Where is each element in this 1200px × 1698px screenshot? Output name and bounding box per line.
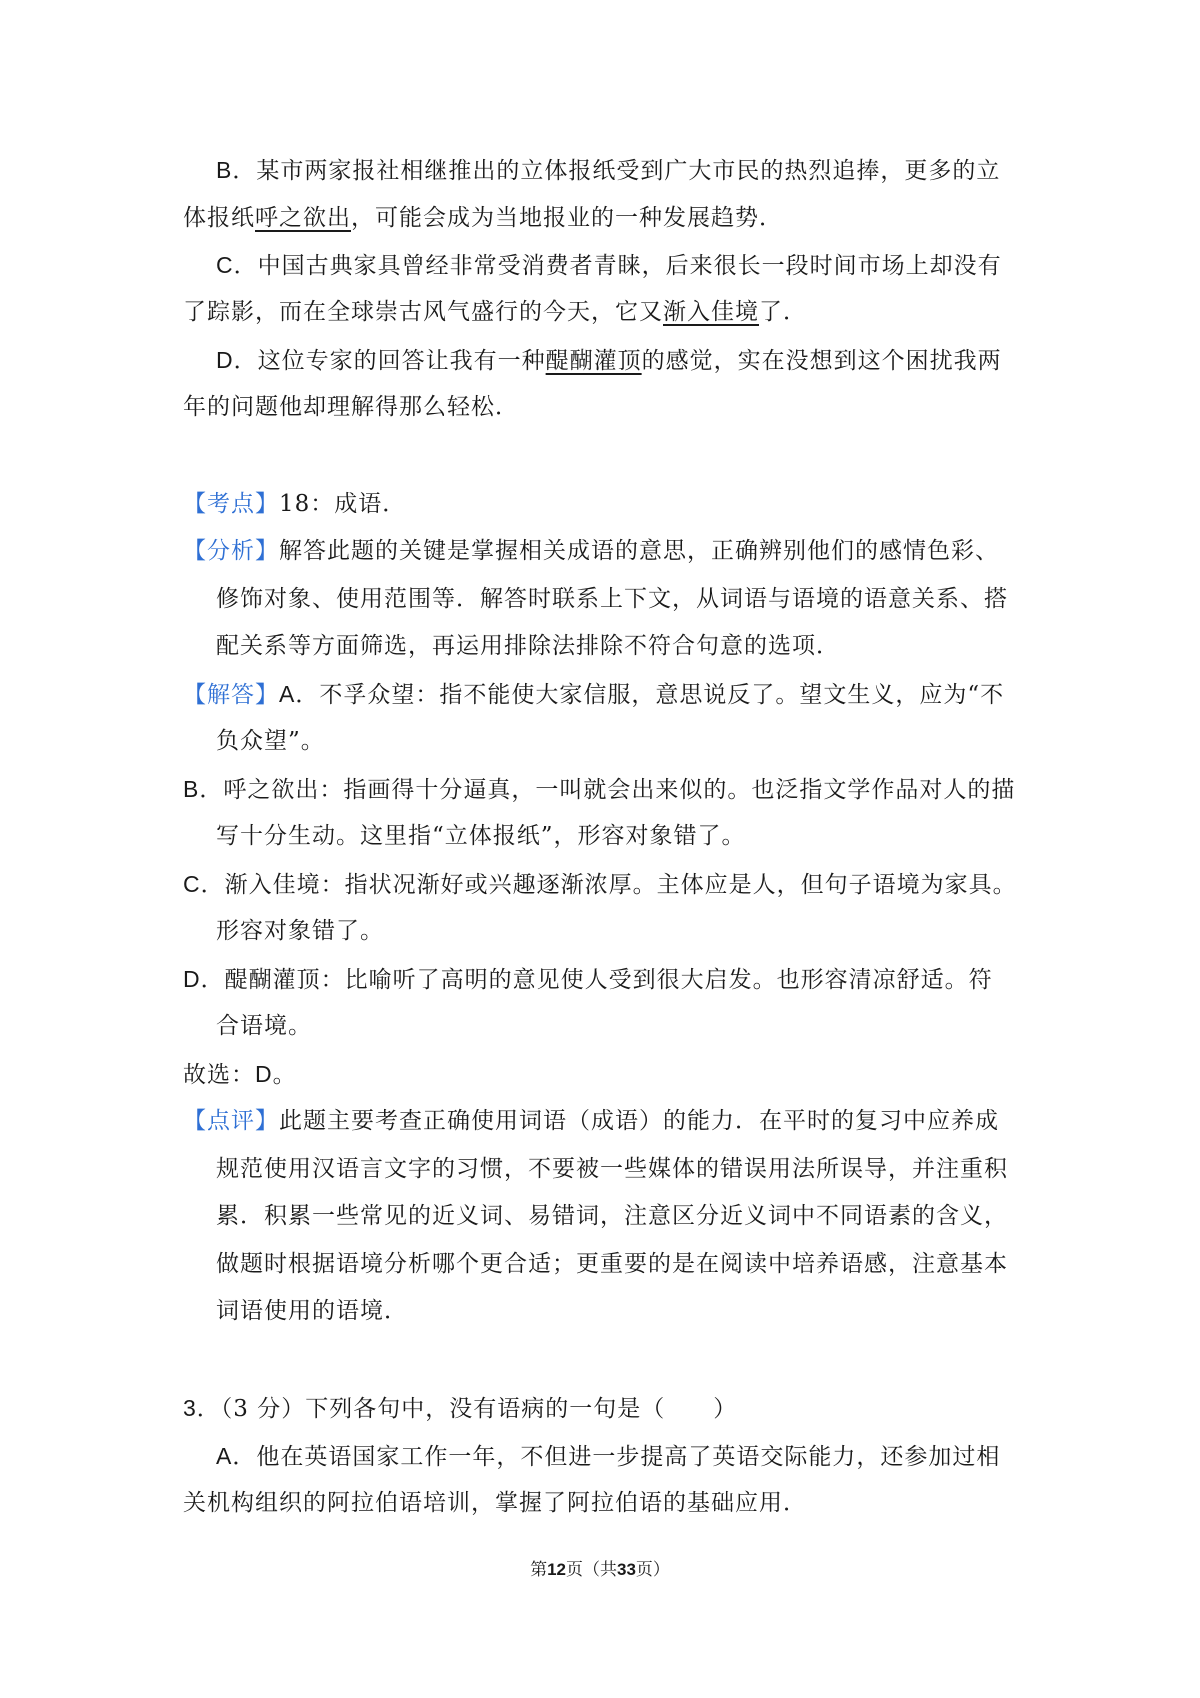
jieda-tag: 【解答】 <box>183 682 279 708</box>
underlined-idiom: 渐入佳境 <box>663 299 759 325</box>
option-b-line2: 体报纸呼之欲出，可能会成为当地报业的一种发展趋势． <box>183 205 783 231</box>
fenxi-line3: 配关系等方面筛选，再运用排除法排除不符合句意的选项． <box>216 633 840 659</box>
jieda-d-line1: D．醍醐灌顶：比喻听了高明的意见使人受到很大启发。也形容清凉舒适。符 <box>183 966 993 993</box>
question-number: 3． <box>183 1395 221 1421</box>
option-b-line1: B．某市两家报社相继推出的立体报纸受到广大市民的热烈追捧，更多的立 <box>216 157 1001 184</box>
dianping-line2: 规范使用汉语言文字的习惯，不要被一些媒体的错误用法所误导，并注重积 <box>216 1156 1008 1182</box>
jieda-d-line2: 合语境。 <box>216 1013 312 1039</box>
jieda-answer: 故选：D。 <box>183 1061 297 1088</box>
current-page-number: 12 <box>547 1560 566 1579</box>
page-footer: 第12页（共33页） <box>530 1560 670 1580</box>
jieda-c-line2: 形容对象错了。 <box>216 918 384 944</box>
jieda-b-line2: 写十分生动。这里指“立体报纸”，形容对象错了。 <box>216 823 746 849</box>
dianping-line1: 【点评】此题主要考查正确使用词语（成语）的能力．在平时的复习中应养成 <box>183 1108 999 1134</box>
option-label: D． <box>216 347 258 373</box>
dianping-line4: 做题时根据语境分析哪个更合适；更重要的是在阅读中培养语感，注意基本 <box>216 1251 1008 1277</box>
underlined-idiom: 呼之欲出 <box>255 205 351 231</box>
jieda-a-line2: 负众望”。 <box>216 728 325 754</box>
kaodian-tag: 【考点】 <box>183 491 279 517</box>
option-label: B． <box>216 157 257 183</box>
kaodian-line: 【考点】18：成语． <box>183 491 407 517</box>
jieda-b-line1: B．呼之欲出：指画得十分逼真，一叫就会出来似的。也泛指文学作品对人的描 <box>183 776 1016 803</box>
jieda-c-line1: C．渐入佳境：指状况渐好或兴趣逐渐浓厚。主体应是人，但句子语境为家具。 <box>183 871 1017 898</box>
option-label: C． <box>216 252 258 278</box>
question3-option-a-line2: 关机构组织的阿拉伯语培训，掌握了阿拉伯语的基础应用． <box>183 1490 807 1516</box>
option-c-line1: C．中国古典家具曾经非常受消费者青睐，后来很长一段时间市场上却没有 <box>216 252 1002 279</box>
total-page-number: 33 <box>617 1560 636 1579</box>
option-d-line2: 年的问题他却理解得那么轻松． <box>183 394 519 420</box>
fenxi-tag: 【分析】 <box>183 538 279 564</box>
fenxi-line2: 修饰对象、使用范围等．解答时联系上下文，从词语与语境的语意关系、搭 <box>216 586 1008 612</box>
jieda-line1: 【解答】A．不孚众望：指不能使大家信服，意思说反了。望文生义，应为“不 <box>183 681 1005 708</box>
question3-stem: 3．（3 分）下列各句中，没有语病的一句是（ ） <box>183 1395 738 1422</box>
dianping-tag: 【点评】 <box>183 1108 279 1134</box>
option-d-line1: D．这位专家的回答让我有一种醍醐灌顶的感觉，实在没想到这个困扰我两 <box>216 347 1002 374</box>
option-c-line2: 了踪影，而在全球崇古风气盛行的今天，它又渐入佳境了． <box>183 299 807 325</box>
question3-option-a-line1: A．他在英语国家工作一年，不但进一步提高了英语交际能力，还参加过相 <box>216 1443 1001 1470</box>
dianping-line5: 词语使用的语境． <box>216 1298 408 1324</box>
underlined-idiom: 醍醐灌顶 <box>545 348 642 374</box>
dianping-line3: 累．积累一些常见的近义词、易错词，注意区分近义词中不同语素的含义， <box>216 1203 1008 1229</box>
fenxi-line1: 【分析】解答此题的关键是掌握相关成语的意思，正确辨别他们的感情色彩、 <box>183 538 999 564</box>
